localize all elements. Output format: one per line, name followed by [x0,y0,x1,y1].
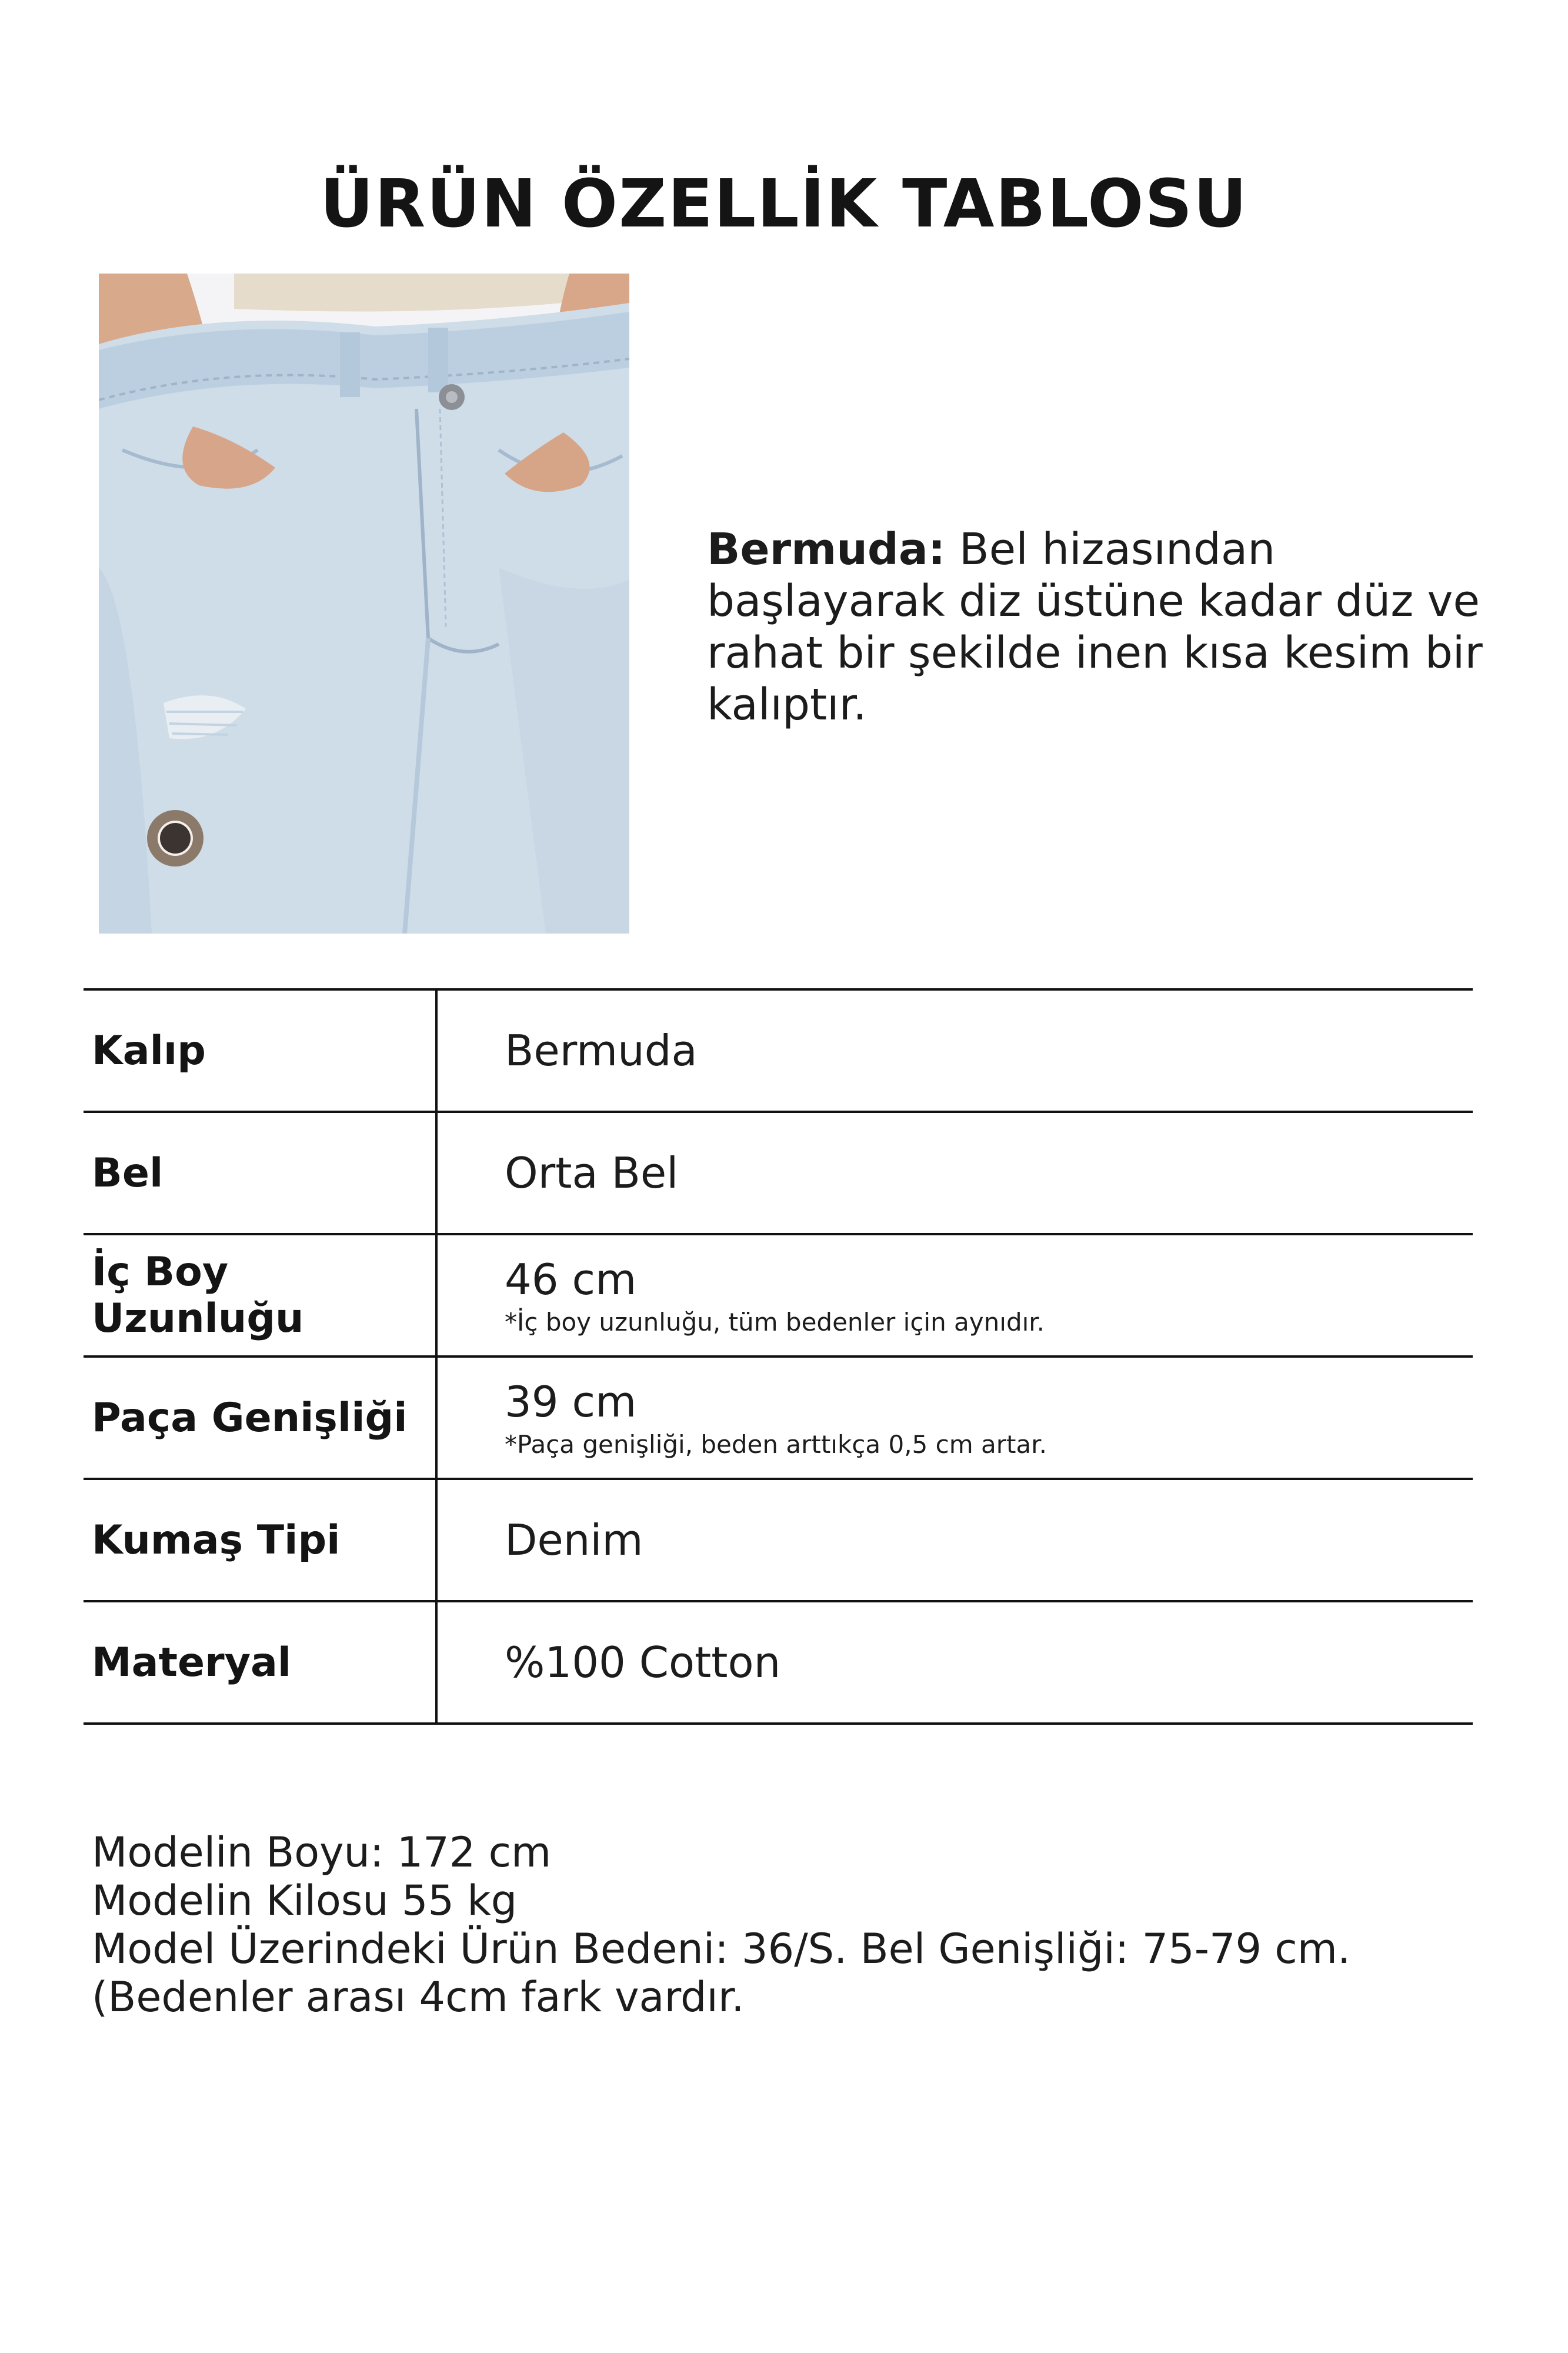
product-photo [99,274,629,934]
fit-term: Bermuda: [707,524,946,575]
fit-description [707,524,1519,731]
spec-row [84,1480,1473,1602]
spec-row [84,1358,1473,1480]
model-height: Modelin Boyu: 172 cm [92,1828,552,1877]
spec-row [84,991,1473,1113]
spec-value-cell [505,1602,1473,1722]
spec-value: Orta Bel [505,1148,679,1198]
spec-label: Bel [92,1149,164,1197]
spec-table [84,988,1473,1725]
spec-row [84,1602,1473,1725]
spec-label: Materyal [92,1639,292,1686]
page-title: ÜRÜN ÖZELLİK TABLOSU [320,166,1248,242]
spec-value: %100 Cotton [505,1638,781,1687]
column-divider [435,1480,438,1600]
spec-value-cell [505,1358,1473,1478]
spec-row [84,1235,1473,1358]
spec-value-cell [505,1480,1473,1600]
spec-value-cell [505,991,1473,1111]
model-weight: Modelin Kilosu 55 kg [92,1877,518,1925]
spec-value: 46 cm [505,1254,637,1304]
spec-value: Bermuda [505,1026,698,1075]
column-divider [435,1235,438,1355]
column-divider [435,1602,438,1722]
model-info [92,1828,1480,2021]
spec-row [84,1113,1473,1235]
model-size: Model Üzerindeki Ürün Bedeni: 36/S. Bel Genişliği: 75-79 cm. (Bedenler arası 4cm fark vardır. [92,1925,1351,2021]
spec-note: *İç boy uzunluğu, tüm bedenler için aynıdır. [505,1307,1045,1337]
spec-value: 39 cm [505,1377,637,1427]
spec-value-cell [505,1235,1473,1355]
spec-label: Paça Genişliği [92,1394,408,1441]
spec-value: Denim [505,1515,643,1565]
column-divider [435,991,438,1111]
spec-note: *Paça genişliği, beden arttıkça 0,5 cm artar. [505,1429,1047,1459]
spec-value-cell [505,1113,1473,1233]
column-divider [435,1358,438,1478]
spec-label: Kalıp [92,1027,206,1074]
spec-label: İç Boy Uzunluğu [92,1249,304,1342]
fit-text: Bel hizasından başlayarak diz üstüne kadar düz ve rahat bir şekilde inen kısa kesim bir kalıptır. [707,524,1483,730]
column-divider [435,1113,438,1233]
spec-label: Kumaş Tipi [92,1517,341,1564]
